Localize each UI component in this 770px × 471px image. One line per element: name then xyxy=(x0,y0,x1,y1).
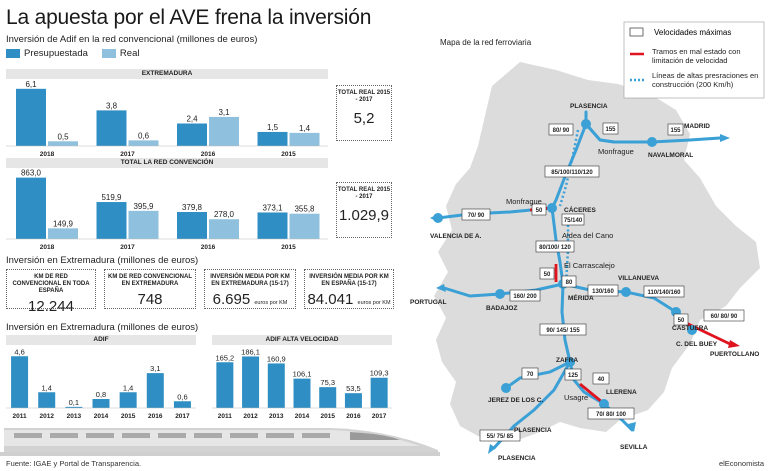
legend-tramos: Tramos en mal estado con limitación de velocidad xyxy=(652,47,741,65)
data-label: 149,9 xyxy=(52,219,74,229)
tick-label: 2018 xyxy=(39,244,55,251)
kpi-value: 748 xyxy=(137,291,163,308)
bar xyxy=(16,89,46,146)
data-label: 109,3 xyxy=(369,368,389,378)
bar xyxy=(290,133,320,146)
kpi-value: 12.244 xyxy=(28,298,74,315)
legend-velocidades: Velocidades máximas xyxy=(654,28,732,37)
speed-label: 125 xyxy=(567,373,579,379)
tick-label: 2011 xyxy=(12,413,27,420)
legend xyxy=(6,48,139,59)
speed-label: 40 xyxy=(597,377,605,383)
tick-label: 2016 xyxy=(148,413,163,420)
label-merida: MÉRIDA xyxy=(568,295,594,302)
data-label: 0,6 xyxy=(177,392,188,402)
station-valencia xyxy=(433,213,443,223)
data-label: 106,1 xyxy=(292,369,312,379)
label-sevilla: SEVILLA xyxy=(620,444,648,451)
bar xyxy=(209,219,239,239)
data-label: 0,8 xyxy=(95,390,107,399)
label-puertollano: PUERTOLLANO xyxy=(710,351,760,358)
legend-swatch xyxy=(6,49,20,58)
label-villanueva: VILLANUEVA xyxy=(618,275,660,282)
total-box-extremadura xyxy=(336,85,392,141)
bar xyxy=(38,392,55,408)
speed-label: 130/160 xyxy=(592,289,614,295)
kpi-label: KM DE RED CONVENCIONAL EN TODA ESPAÑA xyxy=(12,274,90,294)
chart-title-total-red: TOTAL LA RED CONVENCIÓN xyxy=(6,158,328,168)
station-badajoz xyxy=(495,289,505,299)
bar xyxy=(16,178,46,239)
tick-label: 2017 xyxy=(175,413,190,420)
station-villanueva xyxy=(621,287,631,297)
bar xyxy=(345,393,362,408)
data-label: 53,5 xyxy=(346,384,361,394)
bar xyxy=(242,356,259,408)
subtitle-low: Inversión en Extremadura (millones de euros) xyxy=(6,322,199,333)
chart-title-adif-av: ADIF ALTA VELOCIDAD xyxy=(212,335,392,345)
speed-label: 80/100/ 120 xyxy=(539,245,571,251)
data-label: 379,8 xyxy=(181,202,203,212)
speed-label: 50 xyxy=(677,318,685,324)
label-plasencia-s: PLASENCIA xyxy=(514,427,552,434)
data-label: 0,6 xyxy=(137,131,150,141)
data-label: 1,4 xyxy=(122,383,134,393)
tick-label: 2012 xyxy=(243,413,258,420)
bar xyxy=(209,117,239,146)
total-label: TOTAL REAL 2015 - 2017 xyxy=(337,187,391,200)
data-label: 519,9 xyxy=(101,193,122,203)
tick-label: 2014 xyxy=(294,413,310,420)
data-label: 863,0 xyxy=(20,168,42,178)
bar xyxy=(268,363,285,408)
legend-item-presupuestada xyxy=(6,48,88,59)
page-title: La apuesta por el AVE frena la inversión xyxy=(6,6,372,29)
station-plasencia xyxy=(581,119,591,129)
label-cdelbuey: C. DEL BUEY xyxy=(676,341,718,348)
data-label: 160,9 xyxy=(266,354,286,364)
data-label: 3,1 xyxy=(150,364,161,374)
legend-tramos-wrap xyxy=(652,47,762,69)
data-label: 1,4 xyxy=(298,123,311,133)
region-shape xyxy=(434,62,760,442)
speed-label: 155 xyxy=(605,127,616,133)
label-llerena: LLERENA xyxy=(606,389,637,396)
credit: elEconomista xyxy=(718,459,764,468)
label-jerez: JEREZ DE LOS C. xyxy=(488,397,544,404)
legend-swatch xyxy=(102,49,116,58)
tick-label: 2012 xyxy=(39,413,54,420)
arrow-madrid xyxy=(720,134,730,142)
label-monfrague-w: Monfrague xyxy=(506,197,542,206)
bar xyxy=(177,124,207,147)
speed-label: 85/100/110/120 xyxy=(551,170,593,176)
speed-label: 70/ 80/ 100 xyxy=(595,412,627,418)
station-llerena xyxy=(599,399,609,409)
bar xyxy=(129,211,159,239)
data-label: 2,4 xyxy=(186,114,198,124)
label-carrascalejo: El Carrascalejo xyxy=(564,261,615,270)
bar xyxy=(319,387,336,408)
chart-title-extremadura: EXTREMADURA xyxy=(6,69,328,79)
kpi-box xyxy=(204,269,296,309)
station-navalmoral xyxy=(647,137,657,147)
data-label: 6,1 xyxy=(25,79,37,89)
tick-label: 2013 xyxy=(66,413,82,420)
subtitle-mid: Inversión en Extremadura (millones de euros) xyxy=(6,255,199,266)
speed-label: 110/140/160 xyxy=(647,290,681,296)
label-plasencia-n: PLASENCIA xyxy=(570,103,608,110)
bar xyxy=(97,202,127,239)
tick-label: 2017 xyxy=(120,151,135,158)
kpi-box xyxy=(304,269,394,309)
bar xyxy=(11,356,28,408)
label-navalmoral: NAVALMORAL xyxy=(648,152,694,159)
data-label: 355,8 xyxy=(294,204,315,214)
tick-label: 2016 xyxy=(200,151,216,158)
speed-label: 75/140 xyxy=(563,218,583,224)
legend-item-real xyxy=(102,48,140,59)
data-label: 373,1 xyxy=(262,203,283,213)
chart-adif-av xyxy=(212,346,392,420)
data-label: 3,8 xyxy=(105,101,118,111)
tick-label: 2016 xyxy=(346,413,361,420)
label-usagre: Usagre xyxy=(564,393,589,402)
tick-label: 2015 xyxy=(120,413,136,420)
bar xyxy=(174,401,191,408)
total-value: 5,2 xyxy=(353,110,375,127)
legend-label: Real xyxy=(119,48,140,59)
data-label: 395,9 xyxy=(133,201,154,211)
chart-extremadura xyxy=(6,80,328,158)
data-label: 0,5 xyxy=(57,132,69,142)
data-label: 4,6 xyxy=(14,347,25,357)
bar xyxy=(371,378,388,408)
label-zafra: ZAFRA xyxy=(556,357,579,364)
bar xyxy=(290,214,320,239)
kpi-label: INVERSIÓN MEDIA POR KM EN EXTREMADURA (15-17) xyxy=(210,274,290,287)
data-label: 186,1 xyxy=(241,347,260,357)
legend-label: Presupuestada xyxy=(24,48,88,59)
total-value: 1.029,9 xyxy=(338,207,390,224)
tick-label: 2015 xyxy=(281,151,296,158)
arrow-puertollano xyxy=(728,340,740,348)
bar xyxy=(216,362,233,408)
total-label: TOTAL REAL 2015 - 2017 xyxy=(337,90,391,103)
kpi-number: 6.695 xyxy=(212,291,251,308)
data-label: 0,1 xyxy=(68,397,80,407)
label-caceres: CÁCERES xyxy=(564,207,596,214)
speed-label: 155 xyxy=(670,128,681,134)
tick-label: 2011 xyxy=(217,413,232,420)
railway-map xyxy=(400,28,768,462)
tick-label: 2016 xyxy=(200,244,216,251)
kpi-box xyxy=(104,269,196,309)
tick-label: 2015 xyxy=(281,244,296,251)
tick-label: 2015 xyxy=(320,413,335,420)
speed-label: 160/ 200 xyxy=(513,294,537,300)
bar xyxy=(177,212,207,239)
label-plasencia-s2: PLASENCIA xyxy=(498,455,536,462)
bar xyxy=(147,373,164,408)
bar xyxy=(48,141,78,146)
speed-label: 50 xyxy=(543,272,551,278)
speed-label: 80/ 90 xyxy=(552,128,570,134)
map-title: Mapa de la red ferroviaria xyxy=(440,38,532,47)
bar xyxy=(97,110,127,146)
speed-label: 80 xyxy=(565,280,573,286)
label-portugal: PORTUGAL xyxy=(410,299,447,306)
bar xyxy=(48,228,78,239)
station-caceres xyxy=(547,203,557,213)
label-badajoz: BADAJOZ xyxy=(486,305,518,312)
train-illustration xyxy=(0,418,440,458)
chart-total-red xyxy=(6,169,328,251)
kpi-unit: euros por KM xyxy=(254,300,288,306)
label-madrid: MADRID xyxy=(684,123,710,130)
bar xyxy=(258,132,288,146)
kpi-box xyxy=(6,269,96,315)
speed-label: 60/ 80/ 90 xyxy=(710,314,738,320)
label-monfrague-e: Monfrague xyxy=(598,147,634,156)
kpi-value xyxy=(305,291,393,308)
legend-lineas: Líneas de altas presraciones en construcción (200 Km/h) xyxy=(652,71,759,89)
kpi-value xyxy=(205,291,295,308)
kpi-unit: euros por KM xyxy=(357,300,391,306)
station-jerez xyxy=(501,383,511,393)
data-label: 278,0 xyxy=(213,210,235,220)
legend-lineas-wrap xyxy=(652,71,762,95)
legend-speed-swatch xyxy=(630,28,643,36)
tick-label: 2018 xyxy=(39,151,55,158)
tick-label: 2013 xyxy=(269,413,284,420)
data-label: 1,5 xyxy=(266,122,279,132)
kpi-label: INVERSIÓN MEDIA POR KM EN ESPAÑA (15-17) xyxy=(309,274,389,287)
label-castuera: CASTUERA xyxy=(672,325,709,332)
data-label: 165,2 xyxy=(215,353,235,363)
bar xyxy=(120,392,137,408)
bar xyxy=(294,379,311,408)
tick-label: 2017 xyxy=(120,244,135,251)
tick-label: 2014 xyxy=(93,413,109,420)
speed-label: 55/ 75/ 85 xyxy=(486,434,514,440)
speed-label: 50 xyxy=(535,208,543,214)
data-label: 75,3 xyxy=(320,378,336,388)
chart-adif xyxy=(6,346,196,420)
tick-label: 2017 xyxy=(371,413,387,420)
bar xyxy=(258,212,288,239)
kpi-number: 84.041 xyxy=(307,291,354,308)
label-aldea: Aldea del Cano xyxy=(562,231,614,240)
speed-label: 90/ 145/ 155 xyxy=(546,328,580,334)
bar xyxy=(129,140,159,146)
subtitle-top: Inversión de Adif en la red convencional (millones de euros) xyxy=(6,34,258,45)
speed-label: 70/ 90 xyxy=(467,213,485,219)
source-note: Fuente: IGAE y Portal de Transparencia. xyxy=(6,459,142,468)
speed-label: 70 xyxy=(526,372,534,378)
kpi-label: KM DE RED CONVENCIONAL EN EXTREMADURA xyxy=(108,274,193,287)
data-label: 3,1 xyxy=(218,107,230,117)
data-label: 1,4 xyxy=(41,383,52,393)
bar xyxy=(93,399,110,408)
label-valencia: VALENCIA DE A. xyxy=(430,233,482,240)
total-box-total-red xyxy=(336,182,392,238)
chart-title-adif: ADIF xyxy=(6,335,196,345)
